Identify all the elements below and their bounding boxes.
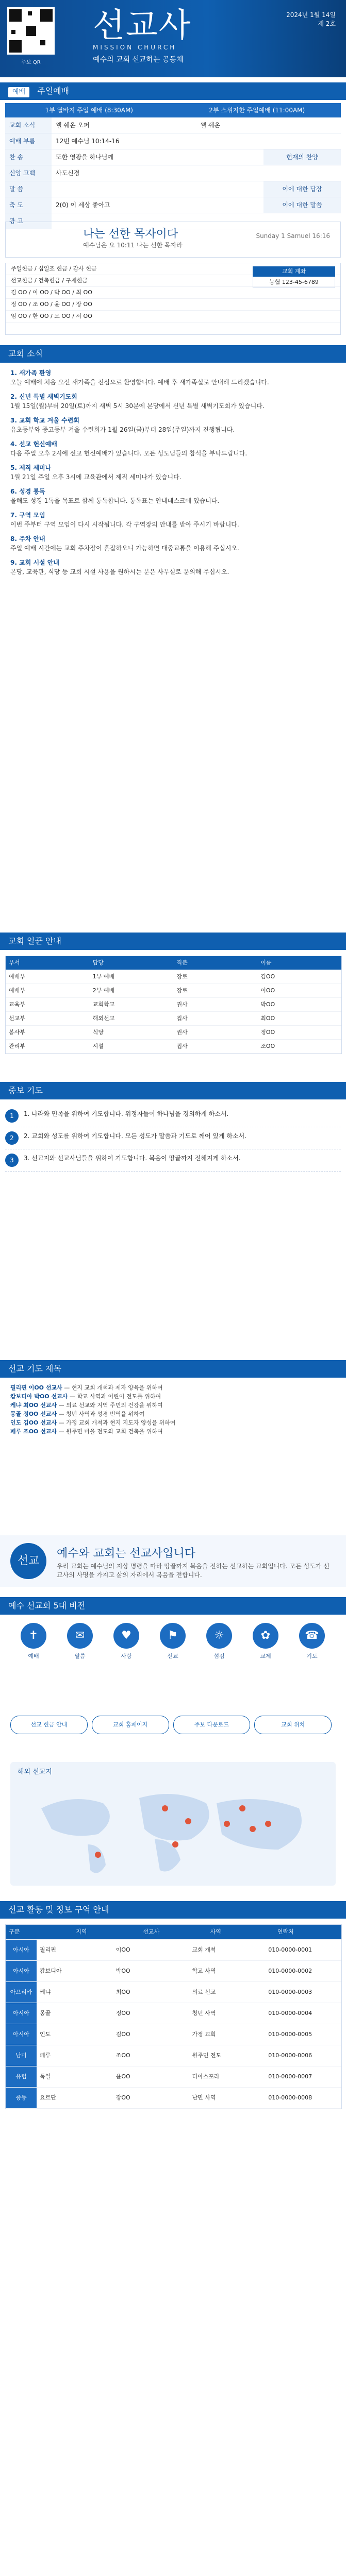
section-schedule: [0, 1901, 346, 1919]
table-cell: 010-0000-0005: [268, 2031, 312, 2038]
region-badge: 아프리카: [6, 1982, 37, 2003]
notice-title: 6. 성경 통독: [10, 488, 45, 495]
members-table-head: [6, 956, 341, 970]
section-prayer: [0, 1082, 346, 1099]
word-icon: ✉: [67, 1623, 93, 1649]
prayer-item: [5, 1105, 341, 1127]
topic-title: 필리핀 이OO 선교사: [10, 1384, 62, 1391]
worship-table-head: [5, 103, 341, 117]
worship-col-2: 2부 스위지한 주일예배 (11:00AM): [173, 103, 341, 117]
logo-english: MISSION CHURCH: [93, 44, 177, 51]
topic-line: 페루 조OO 선교사 — 원주민 마을 전도와 교회 건축을 위하여: [10, 1428, 163, 1435]
mission-map: [10, 1762, 336, 1886]
worship-row-value-1: 또한 영광을 하나님께: [56, 154, 113, 161]
link-offering[interactable]: 선교 헌금 안내: [10, 1716, 88, 1734]
notice-item: [10, 487, 336, 505]
section-topics: [0, 1360, 346, 1378]
prayer-item: [5, 1127, 341, 1149]
notice-item: [10, 416, 336, 434]
topic-desc: 현지 교회 개척과 제자 양육을 위하여: [71, 1384, 163, 1391]
members-head-cell: 이름: [260, 959, 272, 966]
table-cell: 010-0000-0003: [268, 1989, 312, 1995]
notice-title: 3. 교회 학교 겨울 수련회: [10, 417, 79, 424]
table-cell: 김OO: [116, 2031, 130, 2038]
brand: [93, 8, 248, 64]
notice-desc: 1월 15일(월)부터 20일(토)까지 새벽 5시 30분에 본당에서 신년 특별 새벽기도회가 있습니다.: [10, 402, 265, 410]
topic-title: 몽골 정OO 선교사: [10, 1411, 57, 1417]
offering-row: [6, 287, 340, 299]
map-pin-icon: [224, 1821, 230, 1827]
sermon-day: Sunday 1 Samuel 16:16: [256, 232, 330, 240]
schedule-head-cell: 선교사: [143, 1928, 160, 1935]
prayer-section-title: 중보 기도: [8, 1086, 43, 1095]
topic-title: 페루 조OO 선교사: [10, 1428, 57, 1435]
region-badge: 아시아: [6, 1961, 37, 1981]
worship-row-value-1: 사도신경: [56, 170, 80, 177]
table-cell: 장OO: [116, 2094, 130, 2101]
worship-row-value-2: 현재의 찬양: [263, 149, 341, 165]
topic-line: 케냐 최OO 선교사 — 의료 선교와 지역 주민의 건강을 위하여: [10, 1402, 163, 1409]
mission-title: 예수와 교회는 선교사입니다: [57, 1547, 196, 1560]
qr-caption: 주보 QR: [21, 60, 41, 65]
table-cell: 집사: [176, 1043, 188, 1049]
schedule-table-head: [6, 1925, 341, 1940]
table-cell: 해외선교: [92, 1015, 115, 1022]
notice-item: [10, 511, 336, 529]
topic-title: 캄보디아 박OO 선교사: [10, 1393, 68, 1400]
table-cell: 식당: [92, 1029, 104, 1036]
value-label: 기도: [306, 1653, 318, 1659]
offering-row-text: 주일헌금 / 십일조 헌금 / 감사 헌금: [11, 265, 97, 272]
table-row: [6, 970, 341, 984]
members-head-cell: 부서: [9, 959, 20, 966]
link-download[interactable]: 주보 다운로드: [173, 1716, 251, 1734]
prayer-number-icon: 3: [5, 1154, 19, 1167]
notice-desc: 유초등부와 중고등부 겨울 수련회가 1월 26일(금)부터 28일(주일)까지 진행됩니다.: [10, 426, 235, 433]
table-cell: 케냐: [40, 1989, 51, 1995]
worship-row-value-2: 이에 대한 답장: [263, 181, 341, 197]
worship-row-label: 신앙 고백: [5, 165, 52, 181]
table-cell: 박OO: [116, 1968, 130, 1974]
topic-line: 몽골 정OO 선교사 — 청년 사역과 성경 번역을 위하여: [10, 1411, 145, 1417]
notice-item: [10, 368, 336, 387]
topic-line: 캄보디아 박OO 선교사 — 학교 사역과 어린이 전도를 위하여: [10, 1393, 161, 1400]
table-cell: 교회학교: [92, 1001, 115, 1008]
notice-item: [10, 463, 336, 482]
region-badge: 중동: [6, 2088, 37, 2108]
account-box: [253, 266, 335, 288]
table-cell: 2부 예배: [92, 987, 115, 994]
notice-desc: 오늘 예배에 처음 오신 새가족을 진심으로 환영합니다. 예배 후 새가족실로 안내해 드리겠습니다.: [10, 379, 269, 386]
map-pin-icon: [95, 1852, 101, 1858]
topic-line: 인도 김OO 선교사 — 가정 교회 개척과 현지 지도자 양성을 위하여: [10, 1419, 176, 1426]
mission-circle-icon: 선교: [10, 1543, 46, 1579]
table-cell: 010-0000-0001: [268, 1946, 312, 1953]
offering-row-text: 정 OO / 조 OO / 윤 OO / 장 OO: [11, 301, 92, 308]
schedule-table: [5, 1924, 342, 2109]
worship-row: [5, 197, 341, 213]
prayer-number-icon: 2: [5, 1131, 19, 1145]
table-cell: 캄보디아: [40, 1968, 62, 1974]
service-icon: ☼: [206, 1623, 232, 1649]
table-cell: 1부 예배: [92, 973, 115, 980]
value-item: [10, 1623, 57, 1660]
worship-row-value-2: [196, 165, 341, 181]
logo: 선교사: [93, 7, 192, 45]
worship-row: [5, 149, 341, 165]
account-title: 교회 계좌: [253, 266, 335, 277]
value-label: 사랑: [121, 1653, 132, 1659]
table-cell: 요르단: [40, 2094, 56, 2101]
qr-code-icon[interactable]: [7, 7, 55, 55]
table-row: [6, 998, 341, 1012]
region-badge: 유럽: [6, 2066, 37, 2087]
worship-row-label: 찬 송: [5, 149, 52, 165]
offering-row: [6, 299, 340, 311]
notice-list: [10, 368, 336, 582]
sermon-card: [5, 222, 341, 258]
section-notice: [0, 345, 346, 363]
map-pin-icon: [265, 1821, 271, 1827]
value-item: [196, 1623, 242, 1660]
core-values: [10, 1623, 336, 1667]
value-item: [103, 1623, 150, 1660]
worship-section-title: 주일예배: [37, 86, 70, 96]
worship-row-value-2: [196, 133, 341, 149]
members-section-title: 교회 일꾼 안내: [8, 936, 61, 946]
world-map-icon: [10, 1762, 336, 1886]
table-cell: 청년 사역: [192, 2010, 216, 2016]
notice-title: 7. 구역 모임: [10, 512, 45, 519]
region-badge: 아시아: [6, 2003, 37, 2024]
values-section-title: 예수 선교회 5대 비전: [8, 1601, 86, 1611]
worship-row-label: 축 도: [5, 197, 52, 213]
table-cell: 시설: [92, 1043, 104, 1049]
offering-row-text: 김 OO / 이 OO / 박 OO / 최 OO: [11, 289, 92, 296]
table-cell: 선교부: [9, 1015, 25, 1022]
table-cell: 인도: [40, 2031, 51, 2038]
worship-row: [5, 165, 341, 181]
schedule-head-cell: 연락처: [277, 1928, 294, 1935]
worship-row: [5, 181, 341, 197]
value-item: [289, 1623, 335, 1660]
section-values: [0, 1597, 346, 1615]
notice-item: [10, 534, 336, 553]
church-subtitle: 예수의 교회 선교하는 공동체: [93, 56, 184, 64]
table-cell: 의료 선교: [192, 1989, 216, 1995]
prayer-text: 1. 나라와 민족을 위하여 기도합니다. 위정자들이 하나님을 경외하게 하소서.: [24, 1110, 229, 1117]
table-row: [6, 1026, 341, 1040]
offering-card: [5, 263, 341, 335]
topics-section-title: 선교 기도 제목: [8, 1364, 61, 1374]
table-row: [6, 984, 341, 998]
topic-desc: 의료 선교와 지역 주민의 건강을 위하여: [66, 1402, 163, 1409]
worship-icon: ✝: [21, 1623, 46, 1649]
map-pin-icon: [239, 1805, 245, 1811]
section-worship: [0, 82, 346, 100]
table-row: [6, 2045, 341, 2066]
table-cell: 몽골: [40, 2010, 51, 2016]
table-row: [6, 1040, 341, 1054]
volume-text: 제 2호: [318, 20, 336, 27]
table-row: [6, 1012, 341, 1026]
table-cell: 010-0000-0002: [268, 1968, 312, 1974]
worship-row-value-2: 이에 대한 말씀: [263, 197, 341, 213]
fellowship-icon: ✿: [253, 1623, 278, 1649]
prayer-item: [5, 1149, 341, 1172]
table-cell: 010-0000-0004: [268, 2010, 312, 2016]
sermon-title: 나는 선한 목자이다: [83, 228, 178, 241]
notice-item: [10, 439, 336, 458]
worship-col-1: 1부 열바지 주일 예배 (8:30AM): [5, 103, 173, 117]
table-row: [6, 2024, 341, 2045]
table-row: [6, 1961, 341, 1982]
value-label: 선교: [167, 1653, 178, 1659]
value-label: 예배: [28, 1653, 39, 1659]
table-cell: 교육부: [9, 1001, 25, 1008]
table-cell: 010-0000-0007: [268, 2073, 312, 2080]
notice-title: 4. 선교 헌신예배: [10, 440, 57, 448]
table-cell: 010-0000-0008: [268, 2094, 312, 2101]
schedule-head-cell: 구분: [9, 1928, 20, 1935]
notice-section-title: 교회 소식: [8, 349, 43, 359]
table-cell: 장로: [176, 973, 188, 980]
worship-row: [5, 133, 341, 149]
section-members: [0, 933, 346, 950]
table-cell: 가정 교회: [192, 2031, 216, 2038]
value-item: [150, 1623, 196, 1660]
table-cell: 조OO: [116, 2052, 130, 2059]
prayer-text: 2. 교회와 성도를 위하여 기도합니다. 모든 성도가 말씀과 기도로 깨어 있게 하소서.: [24, 1132, 246, 1140]
worship-row-label: 교회 소식: [5, 117, 52, 133]
worship-row-label: 예배 부름: [5, 133, 52, 149]
topic-line: 필리핀 이OO 선교사 — 현지 교회 개척과 제자 양육을 위하여: [10, 1384, 163, 1391]
worship-row-value-1: 2(0) 이 세상 좋아고: [56, 201, 110, 209]
notice-title: 9. 교회 시설 안내: [10, 559, 59, 566]
worship-row-value-2: 웰 쉐온: [200, 122, 221, 129]
notice-desc: 1월 21일 주일 오후 3시에 교육관에서 제직 세미나가 있습니다.: [10, 473, 182, 481]
region-badge: 남미: [6, 2045, 37, 2066]
mission-icon: ⚑: [160, 1623, 186, 1649]
region-badge: 아시아: [6, 1940, 37, 1960]
notice-title: 8. 주차 안내: [10, 535, 45, 543]
table-cell: 정OO: [260, 1029, 275, 1036]
table-cell: 박OO: [260, 1001, 275, 1008]
worship-row-value-1: [52, 181, 263, 197]
map-pin-icon: [162, 1805, 168, 1811]
table-cell: 권사: [176, 1001, 188, 1008]
table-cell: 윤OO: [116, 2073, 130, 2080]
notice-desc: 본당, 교육관, 식당 등 교회 시설 사용을 원하시는 분은 사무실로 문의해 주십시오.: [10, 568, 229, 575]
worship-row: [5, 117, 341, 133]
members-table: [5, 956, 342, 1054]
table-cell: 원주민 전도: [192, 2052, 222, 2059]
love-icon: ♥: [113, 1623, 139, 1649]
table-cell: 난민 사역: [192, 2094, 216, 2101]
topic-desc: 가정 교회 개척과 현지 지도자 양성을 위하여: [66, 1419, 176, 1426]
value-label: 교제: [260, 1653, 271, 1659]
notice-desc: 이번 주부터 구역 모임이 다시 시작됩니다. 각 구역장의 안내를 받아 주시기 바랍니다.: [10, 521, 239, 528]
worship-row-value-1: 웰 쉐온 오퍼: [56, 122, 90, 129]
map-caption: 해외 선교지: [18, 1768, 52, 1776]
sermon-verse: 예수님은 요 10:11 나는 선한 목자라: [83, 242, 183, 249]
table-cell: 봉사부: [9, 1029, 25, 1036]
table-cell: 예배부: [9, 973, 25, 980]
offering-row-text: 선교헌금 / 건축헌금 / 구제헌금: [11, 277, 88, 284]
date-text: 2024년 1월 14일: [286, 11, 336, 19]
table-cell: 디아스포라: [192, 2073, 220, 2080]
worship-table: [5, 103, 341, 229]
notice-desc: 올해도 성경 1독을 목표로 함께 통독합니다. 통독표는 안내데스크에 있습니다.: [10, 497, 220, 504]
table-cell: 독일: [40, 2073, 51, 2080]
link-homepage[interactable]: 교회 홈페이지: [92, 1716, 169, 1734]
table-cell: 권사: [176, 1029, 188, 1036]
offering-row: [6, 311, 340, 323]
members-head-cell: 직분: [176, 959, 188, 966]
account-value[interactable]: 농협 123-45-6789: [253, 277, 335, 288]
table-row: [6, 2066, 341, 2088]
mission-desc: 우리 교회는 예수님의 지상 명령을 따라 땅끝까지 복음을 전하는 선교하는 교회입니다. 모든 성도가 선교사의 사명을 가지고 삶의 자리에서 복음을 전합니다.: [57, 1563, 329, 1579]
table-cell: 010-0000-0006: [268, 2052, 312, 2059]
table-cell: 이OO: [260, 987, 275, 994]
table-cell: 페루: [40, 2052, 51, 2059]
topic-title: 케냐 최OO 선교사: [10, 1402, 57, 1409]
notice-title: 2. 신년 특별 새벽기도회: [10, 393, 77, 400]
members-head-cell: 담당: [92, 959, 104, 966]
worship-tag: 예배: [8, 87, 29, 97]
prayer-text: 3. 선교지와 선교사님들을 위하여 기도합니다. 복음이 땅끝까지 전해지게 하소서.: [24, 1155, 241, 1162]
table-cell: 최OO: [116, 1989, 130, 1995]
table-cell: 교회 개척: [192, 1946, 216, 1953]
notice-item: [10, 558, 336, 577]
link-location[interactable]: 교회 위치: [254, 1716, 332, 1734]
bulletin-date: [286, 10, 336, 28]
table-cell: 필리핀: [40, 1946, 56, 1953]
bulletin-header: [0, 0, 346, 77]
schedule-section-title: 선교 활동 및 정보 구역 안내: [8, 1905, 109, 1914]
offering-row-text: 임 OO / 한 OO / 오 OO / 서 OO: [11, 313, 92, 319]
table-cell: 학교 사역: [192, 1968, 216, 1974]
worship-row-label: 광 고: [5, 213, 52, 229]
table-cell: 정OO: [116, 2010, 130, 2016]
table-cell: 장로: [176, 987, 188, 994]
table-cell: 집사: [176, 1015, 188, 1022]
prayer-list: [5, 1105, 341, 1172]
value-item: [242, 1623, 289, 1660]
topic-desc: 청년 사역과 성경 번역을 위하여: [66, 1411, 145, 1417]
topics-list: [10, 1383, 336, 1436]
table-row: [6, 2003, 341, 2024]
topic-desc: 학교 사역과 어린이 전도를 위하여: [77, 1393, 161, 1400]
table-row: [6, 2088, 341, 2109]
notice-item: [10, 392, 336, 411]
value-item: [57, 1623, 103, 1660]
table-row: [6, 1940, 341, 1961]
schedule-head-cell: 사역: [210, 1928, 221, 1935]
notice-title: 5. 제직 세미나: [10, 464, 52, 471]
map-pin-icon: [185, 1818, 191, 1824]
table-cell: 조OO: [260, 1043, 275, 1049]
quick-links: [10, 1716, 336, 1734]
worship-row-label: 말 씀: [5, 181, 52, 197]
worship-row-value-1: 12번 예수님 10:14-16: [56, 138, 120, 145]
region-badge: 아시아: [6, 2024, 37, 2045]
table-cell: 관리부: [9, 1043, 25, 1049]
table-cell: 최OO: [260, 1015, 275, 1022]
notice-desc: 다음 주일 오후 2시에 선교 헌신예배가 있습니다. 모든 성도님들의 참석을 부탁드립니다.: [10, 450, 248, 457]
map-pin-icon: [172, 1841, 178, 1848]
topic-desc: 원주민 마을 전도와 교회 건축을 위하여: [66, 1428, 163, 1435]
value-label: 섬김: [213, 1653, 225, 1659]
map-pin-icon: [250, 1826, 256, 1832]
table-row: [6, 1982, 341, 2003]
topic-title: 인도 김OO 선교사: [10, 1419, 57, 1426]
notice-title: 1. 새가족 환영: [10, 369, 52, 377]
notice-desc: 주일 예배 시간에는 교회 주차장이 혼잡하오니 가능하면 대중교통을 이용해 주십시오.: [10, 545, 239, 552]
table-cell: 김OO: [260, 973, 275, 980]
mission-banner: [0, 1535, 346, 1587]
prayer-number-icon: 1: [5, 1109, 19, 1123]
table-cell: 예배부: [9, 987, 25, 994]
value-label: 말씀: [74, 1653, 86, 1659]
prayer-icon: ☎: [299, 1623, 325, 1649]
schedule-head-cell: 지역: [76, 1928, 87, 1935]
table-cell: 이OO: [116, 1946, 130, 1953]
